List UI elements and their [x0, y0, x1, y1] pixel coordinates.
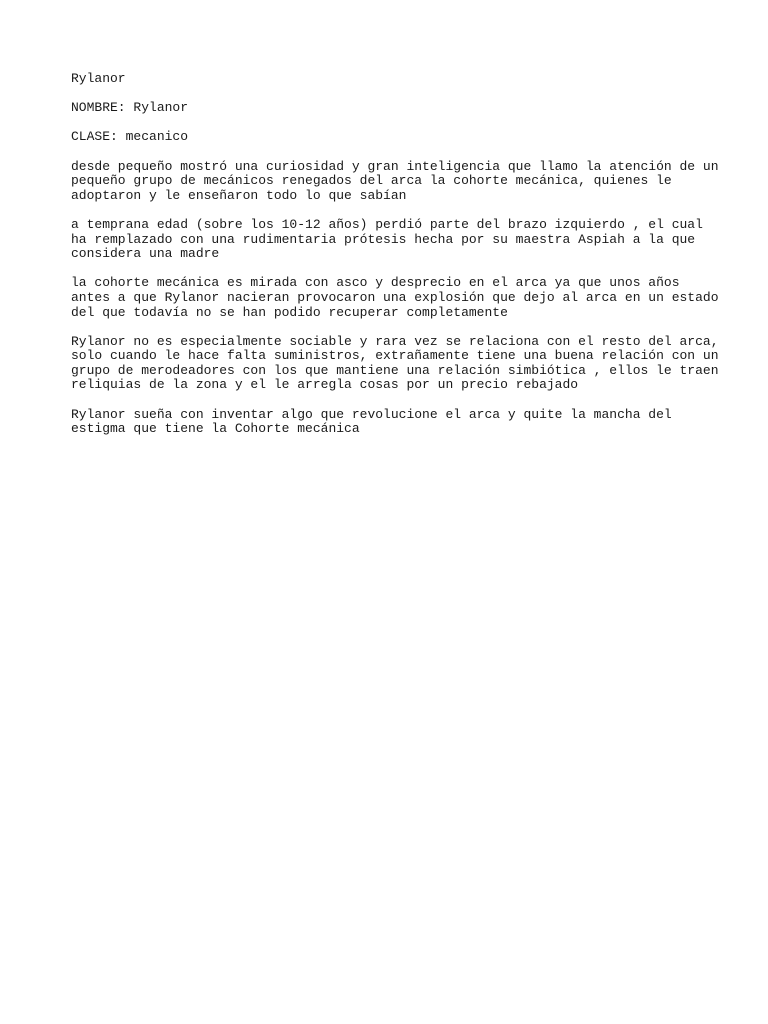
name-line: NOMBRE: Rylanor [71, 100, 189, 116]
document-body [71, 71, 719, 451]
document-heading: Rylanor [71, 71, 126, 86]
paragraph-prosthesis: a temprana edad (sobre los 10-12 años) perdió parte del brazo izquierdo , el cual ha remplazado con una rudimentaria prótesis hecha por su maestra Aspiah a la que considera una madre [71, 216, 703, 262]
paragraph-childhood: desde pequeño mostró una curiosidad y gran inteligencia que llamo la atención de un pequeño grupo de mecánicos renegados del arca la cohorte mecánica, quienes le adoptaron y le enseñaron todo lo que sabían [71, 158, 719, 203]
paragraph-cohort: la cohorte mecánica es mirada con asco y desprecio en el arca ya que unos años antes a que Rylanor nacieran provocaron una explosión que dejo al arca en un estado del que todavía no se han podido recuperar completamente [71, 275, 719, 320]
class-line: CLASE: mecanico [71, 129, 189, 145]
paragraph-dream: Rylanor sueña con inventar algo que revolucione el arca y quite la mancha del estigma que tiene la Cohorte mecánica [71, 406, 672, 437]
paragraph-personality: Rylanor no es especialmente sociable y rara vez se relaciona con el resto del arca, solo cuando le hace falta suministros, extrañamente tiene una buena relación con un grupo de merodeadores con los que mantiene una relación simbiótica , ellos le traen reliquias de la zona y el le arregla cosas por un precio rebajado [71, 333, 719, 393]
